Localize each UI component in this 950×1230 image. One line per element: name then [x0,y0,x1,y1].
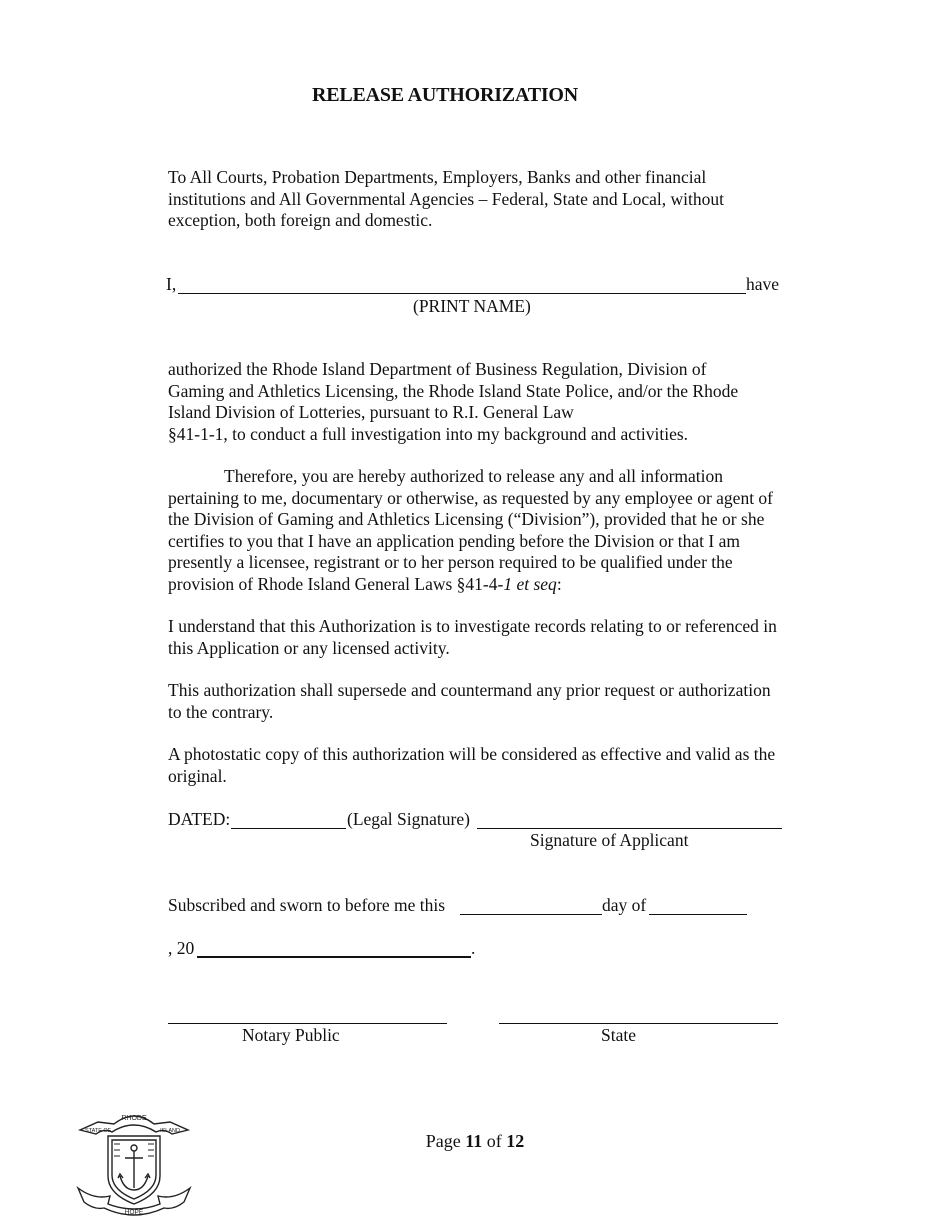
notary-public-field[interactable] [168,1023,447,1024]
print-name-field[interactable] [178,293,746,294]
legal-signature-label: (Legal Signature) [347,809,470,829]
rhode-island-seal-icon [74,1104,194,1218]
state-label: State [601,1025,636,1045]
therefore-paragraph [168,466,788,595]
print-name-label: (PRINT NAME) [413,296,531,316]
addressee-paragraph: To All Courts, Probation Departments, Employers, Banks and other financial institutions and All Governmental Agencies – Federal, State and Local, without exception, both foreign and domestic. [168,167,725,230]
sworn-year-field[interactable] [197,956,471,958]
page-number [0,1131,950,1152]
sworn-month-field[interactable] [649,914,747,915]
page-word: Page [425,1131,461,1151]
date-field[interactable] [231,828,346,829]
sworn-day-field[interactable] [460,914,602,915]
applicant-signature-label: Signature of Applicant [530,830,689,850]
authorized-line-1: authorized the Rhode Island Department of Business Regulation, Division of [168,359,707,379]
seal-left-text: STATE OF [84,1128,112,1134]
page-total: 12 [506,1131,525,1151]
notary-public-label: Notary Public [242,1025,340,1045]
page-current: 11 [465,1131,483,1151]
page-of-word: of [486,1131,502,1151]
seal-bottom-text: HOPE [124,1209,144,1216]
seal-top-text: RHODE [121,1115,147,1122]
authorized-line-4: §41-1-1, to conduct a full investigation into my background and activities. [168,423,689,444]
document-title: RELEASE AUTHORIZATION [311,84,579,106]
photostatic-paragraph: A photostatic copy of this authorization will be considered as effective and valid as the original. [168,744,776,786]
authorized-line-3: Island Division of Lotteries, pursuant to R.I. General Law [168,402,574,422]
understand-paragraph: I understand that this Authorization is to investigate records relating to or referenced in this Application or any licensed activity. [168,616,777,658]
name-prefix: I, [166,274,177,294]
day-of-label: day of [602,895,647,915]
applicant-signature-field[interactable] [477,828,782,829]
et-seq-italic: 1 et seq [503,573,557,594]
authorized-line-2: Gaming and Athletics Licensing, the Rhode Island State Police, and/or the Rhode [168,380,739,401]
dated-label: DATED: [168,809,231,829]
year-suffix: . [471,938,476,958]
state-field[interactable] [499,1023,778,1024]
therefore-text: Therefore, you are hereby authorized to release any and all information pertaining to me, documentary or otherwise, as requested by any employee or agent of the Division of Gaming and Athletics Licensing (“Division”), provided that he or she certifies to you that I have an application pending before the Division or that I am presently a licensee, registrant or to her person required to be qualified under the provision of Rhode Island General Laws §41-4- [168,466,774,594]
authorized-paragraph [168,359,788,445]
name-suffix: have [746,274,780,294]
therefore-end: : [556,573,562,594]
sworn-text: Subscribed and sworn to before me this [168,895,446,915]
supersede-paragraph: This authorization shall supersede and countermand any prior request or authorization to the contrary. [168,680,771,722]
year-prefix: , 20 [168,938,195,958]
seal-right-text: ISLAND [160,1128,180,1134]
